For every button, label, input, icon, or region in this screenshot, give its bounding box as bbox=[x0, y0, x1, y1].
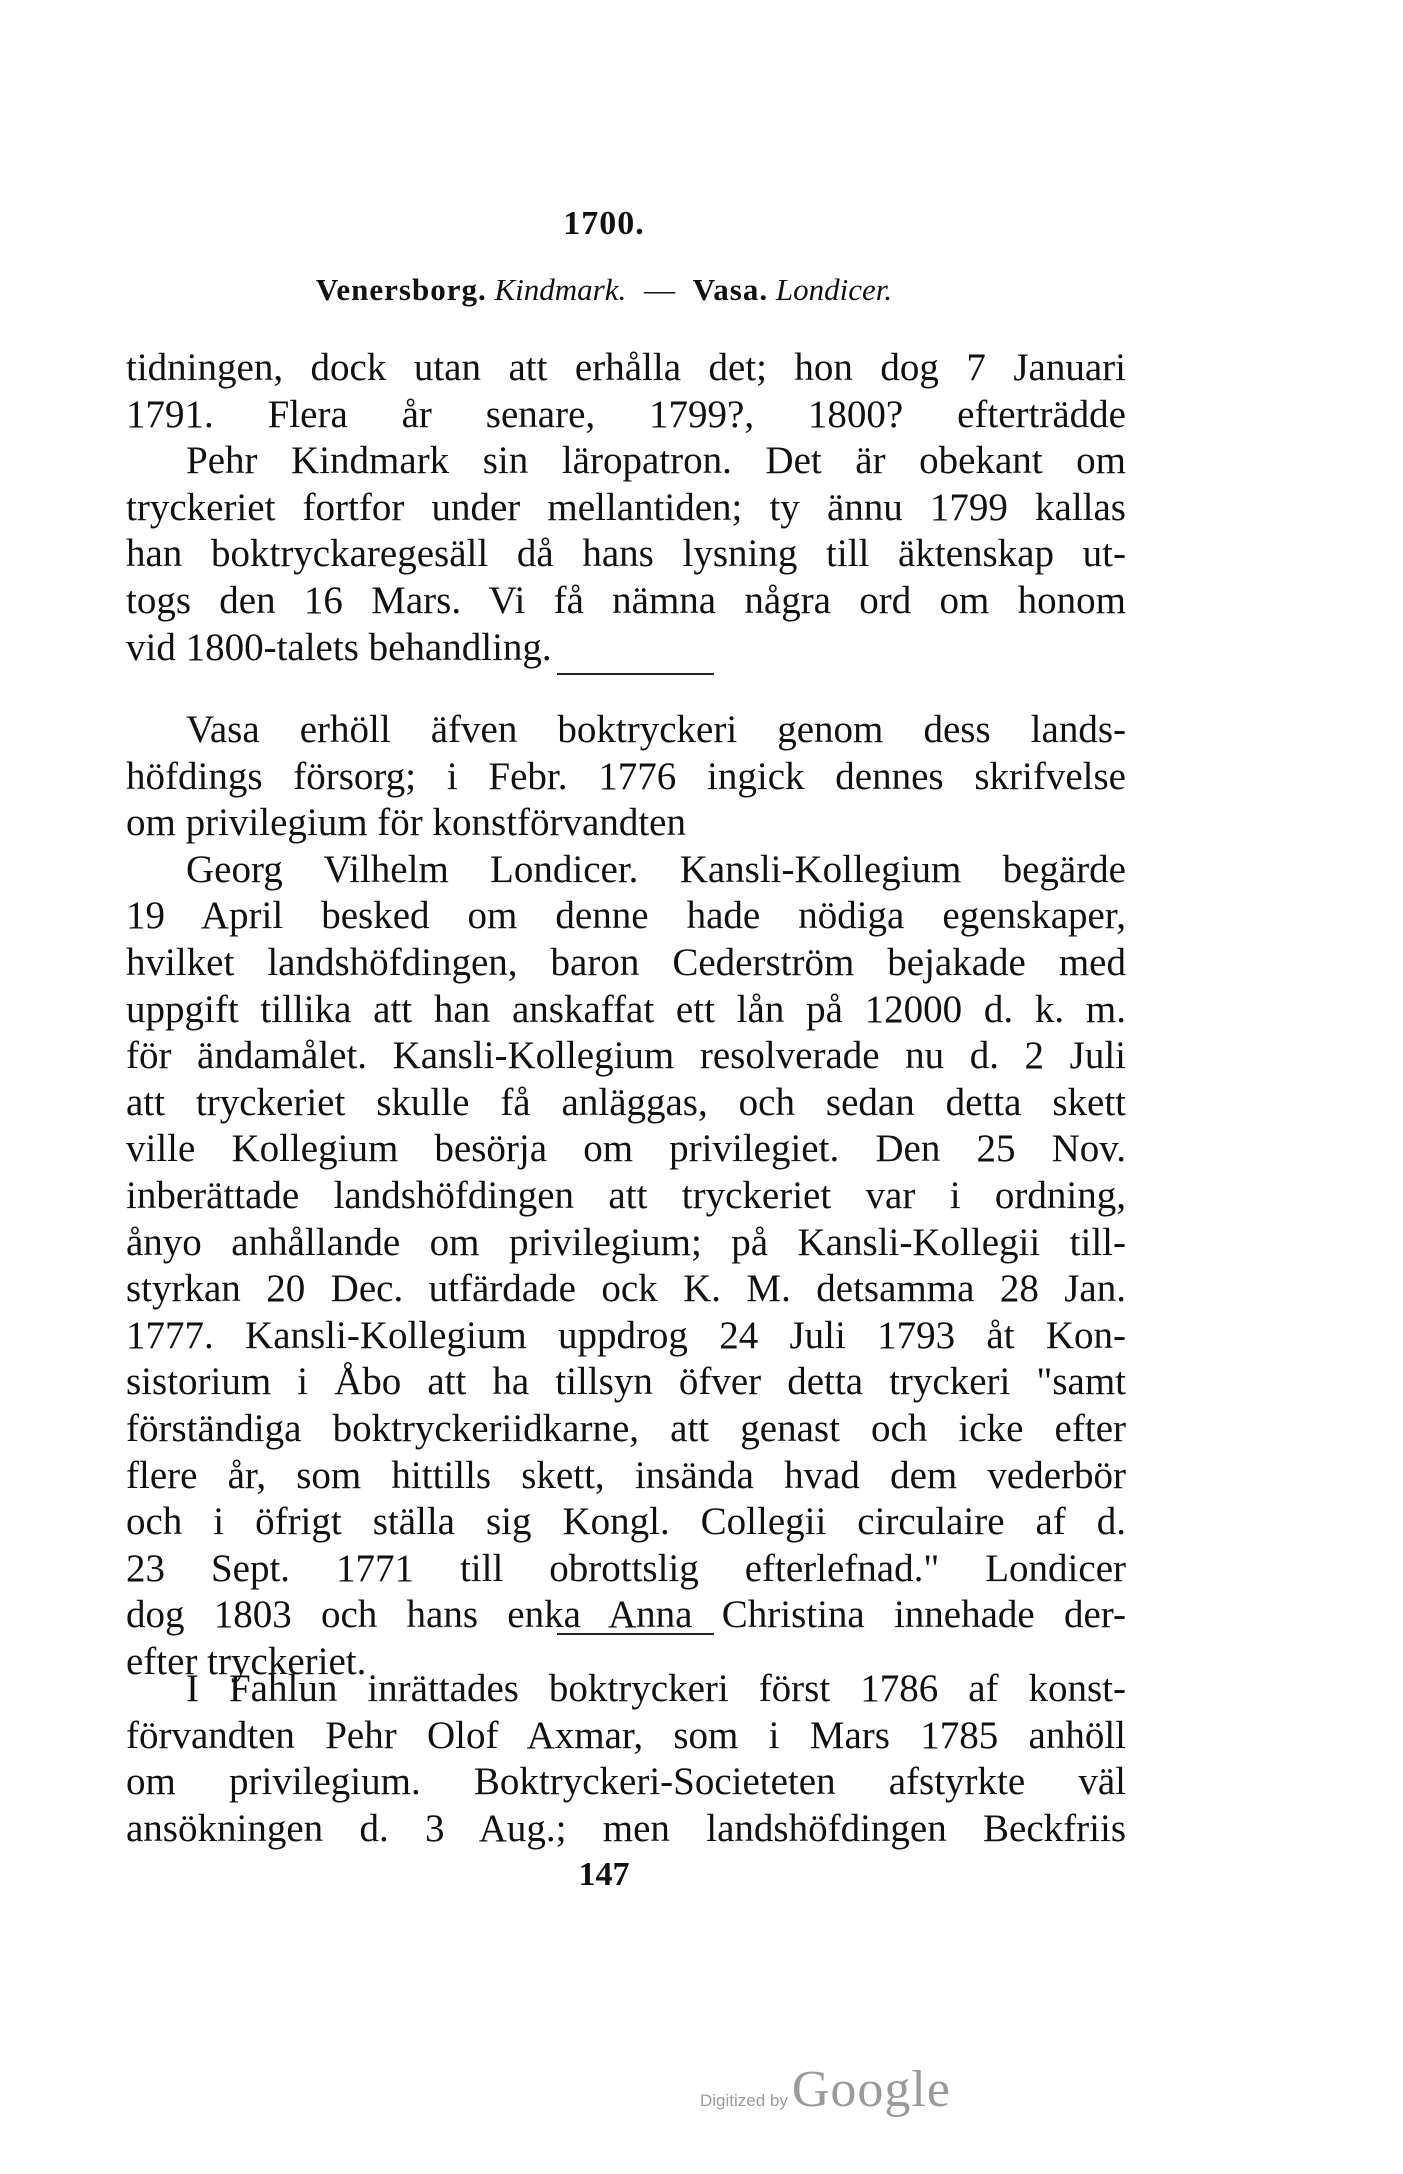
section-divider bbox=[557, 1633, 714, 1635]
text-line: dog 1803 och hans enka Anna Christina innehade der- bbox=[126, 1593, 1126, 1637]
watermark-prefix: Digitized by bbox=[700, 2091, 788, 2110]
section-divider bbox=[557, 673, 714, 675]
running-head-printer-londicer: Londicer. bbox=[775, 272, 893, 307]
text-line: vid 1800-talets behandling. bbox=[126, 625, 552, 669]
text-line: ansökningen d. 3 Aug.; men landshöfdingen Beckfriis bbox=[126, 1806, 1126, 1850]
page-number: 147 bbox=[578, 1856, 630, 1893]
text-line: sistorium i Åbo att ha tillsyn öfver detta tryckeri "samt bbox=[126, 1360, 1126, 1404]
digitized-watermark bbox=[700, 2060, 1000, 2120]
text-line: I Fahlun inrättades boktryckeri först 1786 af konst- bbox=[186, 1667, 1126, 1710]
text-line: 19 April besked om denne hade nödiga egenskaper, bbox=[126, 894, 1126, 938]
text-line: höfdings försorg; i Febr. 1776 ingick dennes skrifvelse bbox=[126, 754, 1126, 798]
text-line: efter tryckeriet. bbox=[126, 1639, 367, 1683]
page-year-heading: 1700. bbox=[563, 205, 645, 242]
text-line: inberättade landshöfdingen att tryckeriet var i ordning, bbox=[126, 1173, 1126, 1217]
text-line: styrkan 20 Dec. utfärdade ock K. M. detsamma 28 Jan. bbox=[126, 1267, 1126, 1311]
text-line: Pehr Kindmark sin läropatron. Det är obekant om bbox=[186, 439, 1126, 483]
text-line: flere år, som hittills skett, insända hvad dem vederbör bbox=[126, 1453, 1126, 1497]
text-line: 1791. Flera år senare, 1799?, 1800? efterträdde bbox=[126, 392, 1126, 436]
text-line: för ändamålet. Kansli-Kollegium resolverade nu d. 2 Juli bbox=[126, 1034, 1126, 1078]
running-head-place-venersborg: Venersborg. bbox=[315, 272, 487, 307]
text-line: och i öfrigt ställa sig Kongl. Collegii circulaire af d. bbox=[126, 1500, 1126, 1544]
text-line: att tryckeriet skulle få anläggas, och sedan detta skett bbox=[126, 1080, 1126, 1124]
text-line: Georg Vilhelm Londicer. Kansli-Kollegium begärde bbox=[186, 847, 1126, 891]
text-line: hvilket landshöfdingen, baron Cederström bejakade med bbox=[126, 940, 1126, 984]
text-line: han boktryckaregesäll då hans lysning till äktenskap ut- bbox=[126, 532, 1126, 576]
text-line: ville Kollegium besörja om privilegiet. Den 25 Nov. bbox=[126, 1127, 1126, 1171]
text-line: tryckeriet fortfor under mellantiden; ty ännu 1799 kallas bbox=[126, 485, 1126, 529]
text-line: förständiga boktryckeriidkarne, att genast och icke efter bbox=[126, 1406, 1126, 1450]
google-logo: Google bbox=[791, 2061, 951, 2118]
paragraph-kindmark bbox=[126, 345, 1126, 671]
text-line: om privilegium. Boktryckeri-Societeten afstyrkte väl bbox=[126, 1760, 1126, 1804]
running-head-printer-kindmark: Kindmark. bbox=[494, 272, 627, 307]
text-line: 1777. Kansli-Kollegium uppdrog 24 Juli 1793 åt Kon- bbox=[126, 1313, 1126, 1357]
text-line: ånyo anhållande om privilegium; på Kansli-Kollegii till- bbox=[126, 1220, 1126, 1264]
running-head-place-vasa: Vasa. bbox=[692, 272, 769, 307]
text-line: om privilegium för konstförvandten bbox=[126, 801, 686, 845]
text-line: förvandten Pehr Olof Axmar, som i Mars 1785 anhöll bbox=[126, 1713, 1126, 1757]
paragraph-fahlun bbox=[126, 1666, 1126, 1852]
running-head-dash: — bbox=[644, 272, 675, 307]
text-line: togs den 16 Mars. Vi få nämna några ord om honom bbox=[126, 578, 1126, 622]
text-line: Vasa erhöll äfven boktryckeri genom dess lands- bbox=[186, 708, 1126, 751]
paragraph-vasa bbox=[126, 707, 1126, 1685]
text-line: uppgift tillika att han anskaffat ett lån på 12000 d. k. m. bbox=[126, 987, 1126, 1031]
text-line: 23 Sept. 1771 till obrottslig efterlefnad." Londicer bbox=[126, 1546, 1126, 1590]
text-line: tidningen, dock utan att erhålla det; hon dog 7 Januari bbox=[126, 346, 1126, 389]
running-head bbox=[0, 272, 1208, 308]
